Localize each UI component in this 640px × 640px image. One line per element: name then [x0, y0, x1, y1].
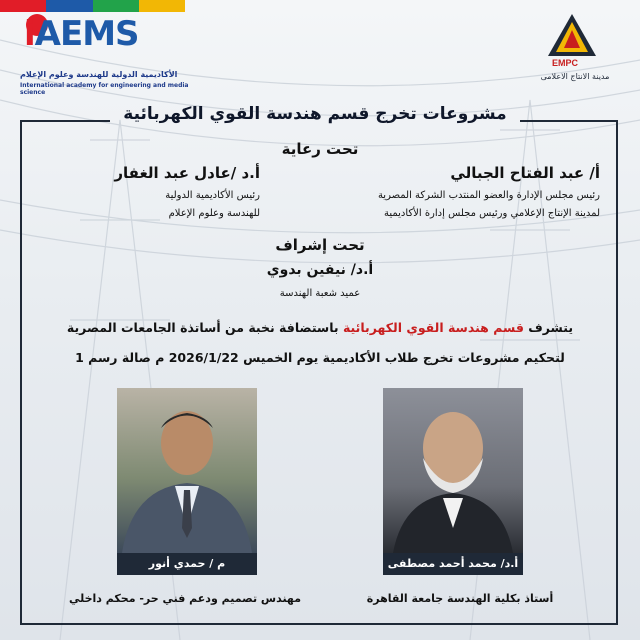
frame-top-left: [20, 120, 110, 122]
empc-arabic-name: مدينة الانتاج الاعلامى: [540, 72, 610, 81]
announcement-line1: يتشرف قسم هندسة القوي الكهربائية باستضافة نخبة من أساتذة الجامعات المصرية: [66, 320, 574, 335]
patron-right-line2: لمدينة الإنتاج الإعلامي ورئيس مجلس إدارة الأكاديمية: [383, 208, 600, 219]
color-strip: [0, 0, 185, 12]
department-highlight: قسم هندسة القوي الكهربائية: [342, 320, 524, 335]
supervision-heading: تحت إشراف: [275, 236, 365, 254]
supervisor-role: عميد شعبة الهندسة: [279, 288, 361, 299]
frame-top-right: [520, 120, 618, 122]
person-caption-mostafa: أستاذ بكلية الهندسة جامعة القاهرة: [366, 592, 554, 605]
person-name-mostafa: أ.د/ محمد أحمد مصطفى: [383, 553, 523, 575]
person-photo-mostafa: [383, 388, 523, 553]
iaems-logo: iAEMS: [24, 14, 139, 54]
iaems-english-name: International academy for engineering and media science: [20, 82, 189, 96]
person-photo-anwar: [117, 388, 257, 553]
person-caption-anwar: مهندس تصميم ودعم فني حر- محكم داخلي: [68, 592, 302, 605]
patron-right-name: أ/ عبد الفتاح الجبالي: [450, 164, 600, 182]
empc-abbr: EMPC: [552, 58, 579, 68]
empc-logo-icon: [546, 12, 598, 60]
patronage-heading: تحت رعاية: [281, 140, 359, 158]
patron-left-line1: رئيس الأكاديمية الدولية: [165, 190, 260, 201]
patron-left-line2: للهندسة وعلوم الإعلام: [168, 208, 260, 219]
patron-right-line1: رئيس مجلس الإدارة والعضو المنتدب الشركة المصرية: [377, 190, 600, 201]
patron-left-name: أ.د /عادل عبد الغفار: [114, 164, 260, 182]
page-title: مشروعات تخرج قسم هندسة القوي الكهربائية: [123, 104, 507, 124]
announcement-line2: لتحكيم مشروعات تخرج طلاب الأكاديمية يوم الخميس 2026/1/22 م صالة رسم 1: [75, 350, 565, 365]
person-name-anwar: م / حمدي أنور: [117, 553, 257, 575]
iaems-arabic-name: الأكاديمية الدولية للهندسة وعلوم الإعلام: [20, 70, 178, 79]
supervisor-name: أ.د/ نيفين بدوي: [266, 262, 374, 278]
